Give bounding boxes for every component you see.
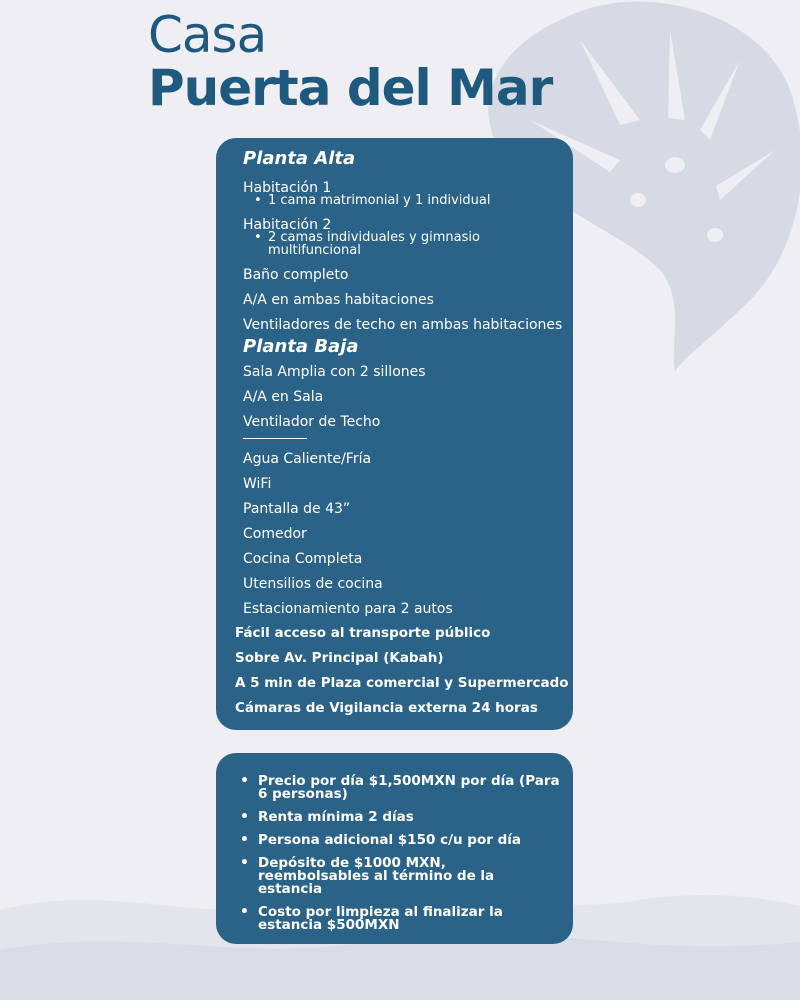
amenity-item: A/A en Sala bbox=[243, 389, 324, 405]
title-casa: Casa bbox=[148, 6, 267, 64]
amenity-item: Pantalla de 43” bbox=[243, 501, 351, 517]
pricing-item-minimum-stay: • Renta mínima 2 días bbox=[240, 811, 560, 824]
amenity-item: A/A en ambas habitaciones bbox=[243, 292, 434, 308]
room-2-detail: • 2 camas individuales y gimnasio bbox=[254, 230, 480, 245]
room-2-label: Habitación 2 bbox=[243, 217, 332, 233]
amenity-item: Estacionamiento para 2 autos bbox=[243, 601, 453, 617]
highlight-item: Cámaras de Vigilancia externa 24 horas bbox=[235, 700, 538, 716]
amenity-item: WiFi bbox=[243, 476, 272, 492]
pricing-card bbox=[216, 753, 573, 944]
title-puerta-del-mar: Puerta del Mar bbox=[148, 59, 553, 117]
pricing-item-deposit: • Depósito de $1000 MXN, reembolsables al término de la estancia bbox=[240, 857, 560, 896]
amenities-card bbox=[216, 138, 573, 730]
amenity-item: Utensilios de cocina bbox=[243, 576, 383, 592]
amenity-item: Cocina Completa bbox=[243, 551, 363, 567]
amenity-item: Ventiladores de techo en ambas habitaciones bbox=[243, 317, 563, 333]
pricing-item-extra-person: • Persona adicional $150 c/u por día bbox=[240, 834, 560, 847]
section-divider bbox=[243, 438, 307, 439]
section-heading-planta-baja: Planta Baja bbox=[243, 336, 359, 357]
amenity-item: Baño completo bbox=[243, 267, 349, 283]
room-1-label: Habitación 1 bbox=[243, 180, 332, 196]
pricing-list bbox=[240, 775, 560, 942]
highlight-item: Fácil acceso al transporte público bbox=[235, 625, 491, 641]
section-heading-planta-alta: Planta Alta bbox=[243, 148, 356, 169]
highlight-item: A 5 min de Plaza comercial y Supermercado bbox=[235, 675, 569, 691]
amenity-item: Agua Caliente/Fría bbox=[243, 451, 372, 467]
room-2-detail-cont: multifuncional bbox=[268, 243, 361, 258]
room-1-detail: • 1 cama matrimonial y 1 individual bbox=[254, 193, 491, 208]
pricing-item-daily-rate: • Precio por día $1,500MXN por día (Para 6 personas) bbox=[240, 775, 560, 801]
amenity-item: Sala Amplia con 2 sillones bbox=[243, 364, 426, 380]
pricing-item-cleaning-fee: • Costo por limpieza al finalizar la estancia $500MXN bbox=[240, 906, 560, 932]
page-title bbox=[148, 6, 553, 117]
amenity-item: Comedor bbox=[243, 526, 307, 542]
amenity-item: Ventilador de Techo bbox=[243, 414, 381, 430]
highlight-item: Sobre Av. Principal (Kabah) bbox=[235, 650, 444, 666]
